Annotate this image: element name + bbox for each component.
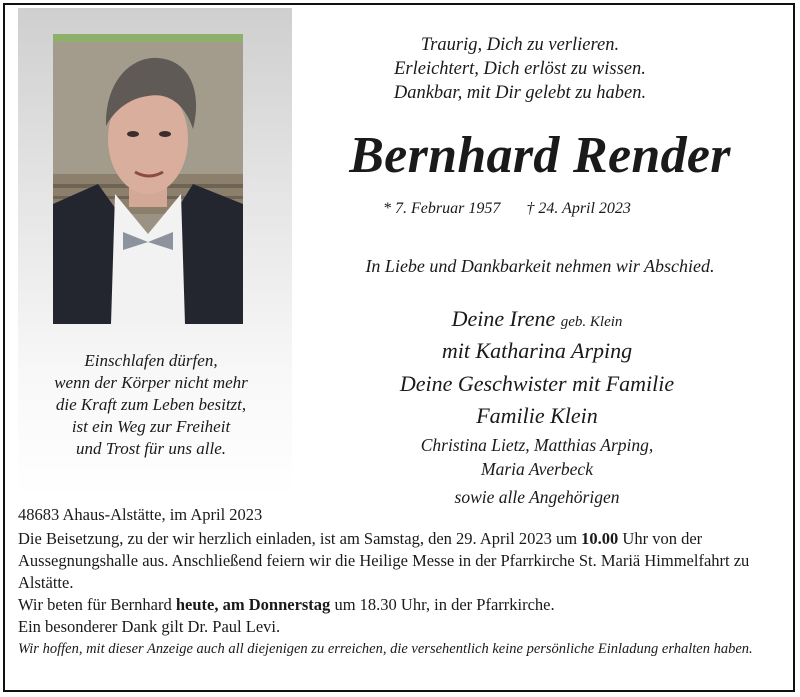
- death-date: † 24. April 2023: [526, 200, 631, 217]
- verse: [340, 33, 700, 105]
- life-dates: [383, 200, 657, 218]
- verse-line: Dankbar, mit Dir gelebt zu haben.: [393, 83, 647, 103]
- left-quote-line: ist ein Weg zur Freiheit: [71, 417, 231, 436]
- birth-date: * 7. Februar 1957: [383, 200, 501, 217]
- prayer-text: um 18.30 Uhr, in der Pfarrkirche.: [330, 595, 555, 614]
- thanks-paragraph: Ein besonderer Dank gilt Dr. Paul Levi.: [18, 617, 281, 636]
- funeral-text: Die Beisetzung, zu der wir herzlich einladen, ist am Samstag, den 29. April 2023 um: [18, 529, 582, 548]
- funeral-time: 10.00: [581, 529, 619, 548]
- family-line: mit Katharina Arping: [441, 338, 633, 363]
- invitation-note: Wir hoffen, mit dieser Anzeige auch all diejenigen zu erreichen, die versehentlich keine persönliche Einladung erhalten haben.: [18, 641, 753, 657]
- family-line: Maria Averbeck: [481, 459, 593, 479]
- verse-line: Traurig, Dich zu verlieren.: [420, 35, 620, 55]
- prayer-day: heute, am Donnerstag: [175, 595, 331, 614]
- farewell-line: In Liebe und Dankbarkeit nehmen wir Abschied.: [365, 256, 715, 276]
- wife-maiden-name: geb. Klein: [560, 314, 623, 330]
- left-quote-line: wenn der Körper nicht mehr: [54, 373, 248, 392]
- left-quote-line: und Trost für uns alle.: [75, 439, 227, 458]
- place-date: 48683 Ahaus-Alstätte, im April 2023: [18, 505, 263, 524]
- funeral-details: [18, 528, 778, 638]
- family-line: Christina Lietz, Matthias Arping,: [420, 435, 654, 455]
- funeral-text: Uhr von der Aussegnungshalle aus. Anschließend feiern wir die Heilige Messe in der Pfarrkirche St. Mariä Himmelfahrt zu Alstätte.: [18, 529, 750, 592]
- portrait-photo: [53, 34, 243, 324]
- left-quote-line: Einschlafen dürfen,: [84, 351, 218, 370]
- wife-name: Deine Irene: [451, 306, 556, 331]
- prayer-text: Wir beten für Bernhard: [18, 595, 176, 614]
- family-line: sowie alle Angehörigen: [454, 487, 620, 507]
- left-quote: [18, 350, 284, 460]
- family-line: Familie Klein: [476, 403, 598, 428]
- left-quote-line: die Kraft zum Leben besitzt,: [55, 395, 247, 414]
- funeral-paragraph: [18, 528, 778, 594]
- portrait-illustration: [53, 34, 243, 324]
- deceased-name: Bernhard Render: [349, 127, 731, 184]
- family-wife: [300, 306, 774, 332]
- prayer-paragraph: [18, 594, 778, 616]
- verse-line: Erleichtert, Dich erlöst zu wissen.: [394, 59, 646, 79]
- family-line: Deine Geschwister mit Familie: [399, 371, 675, 396]
